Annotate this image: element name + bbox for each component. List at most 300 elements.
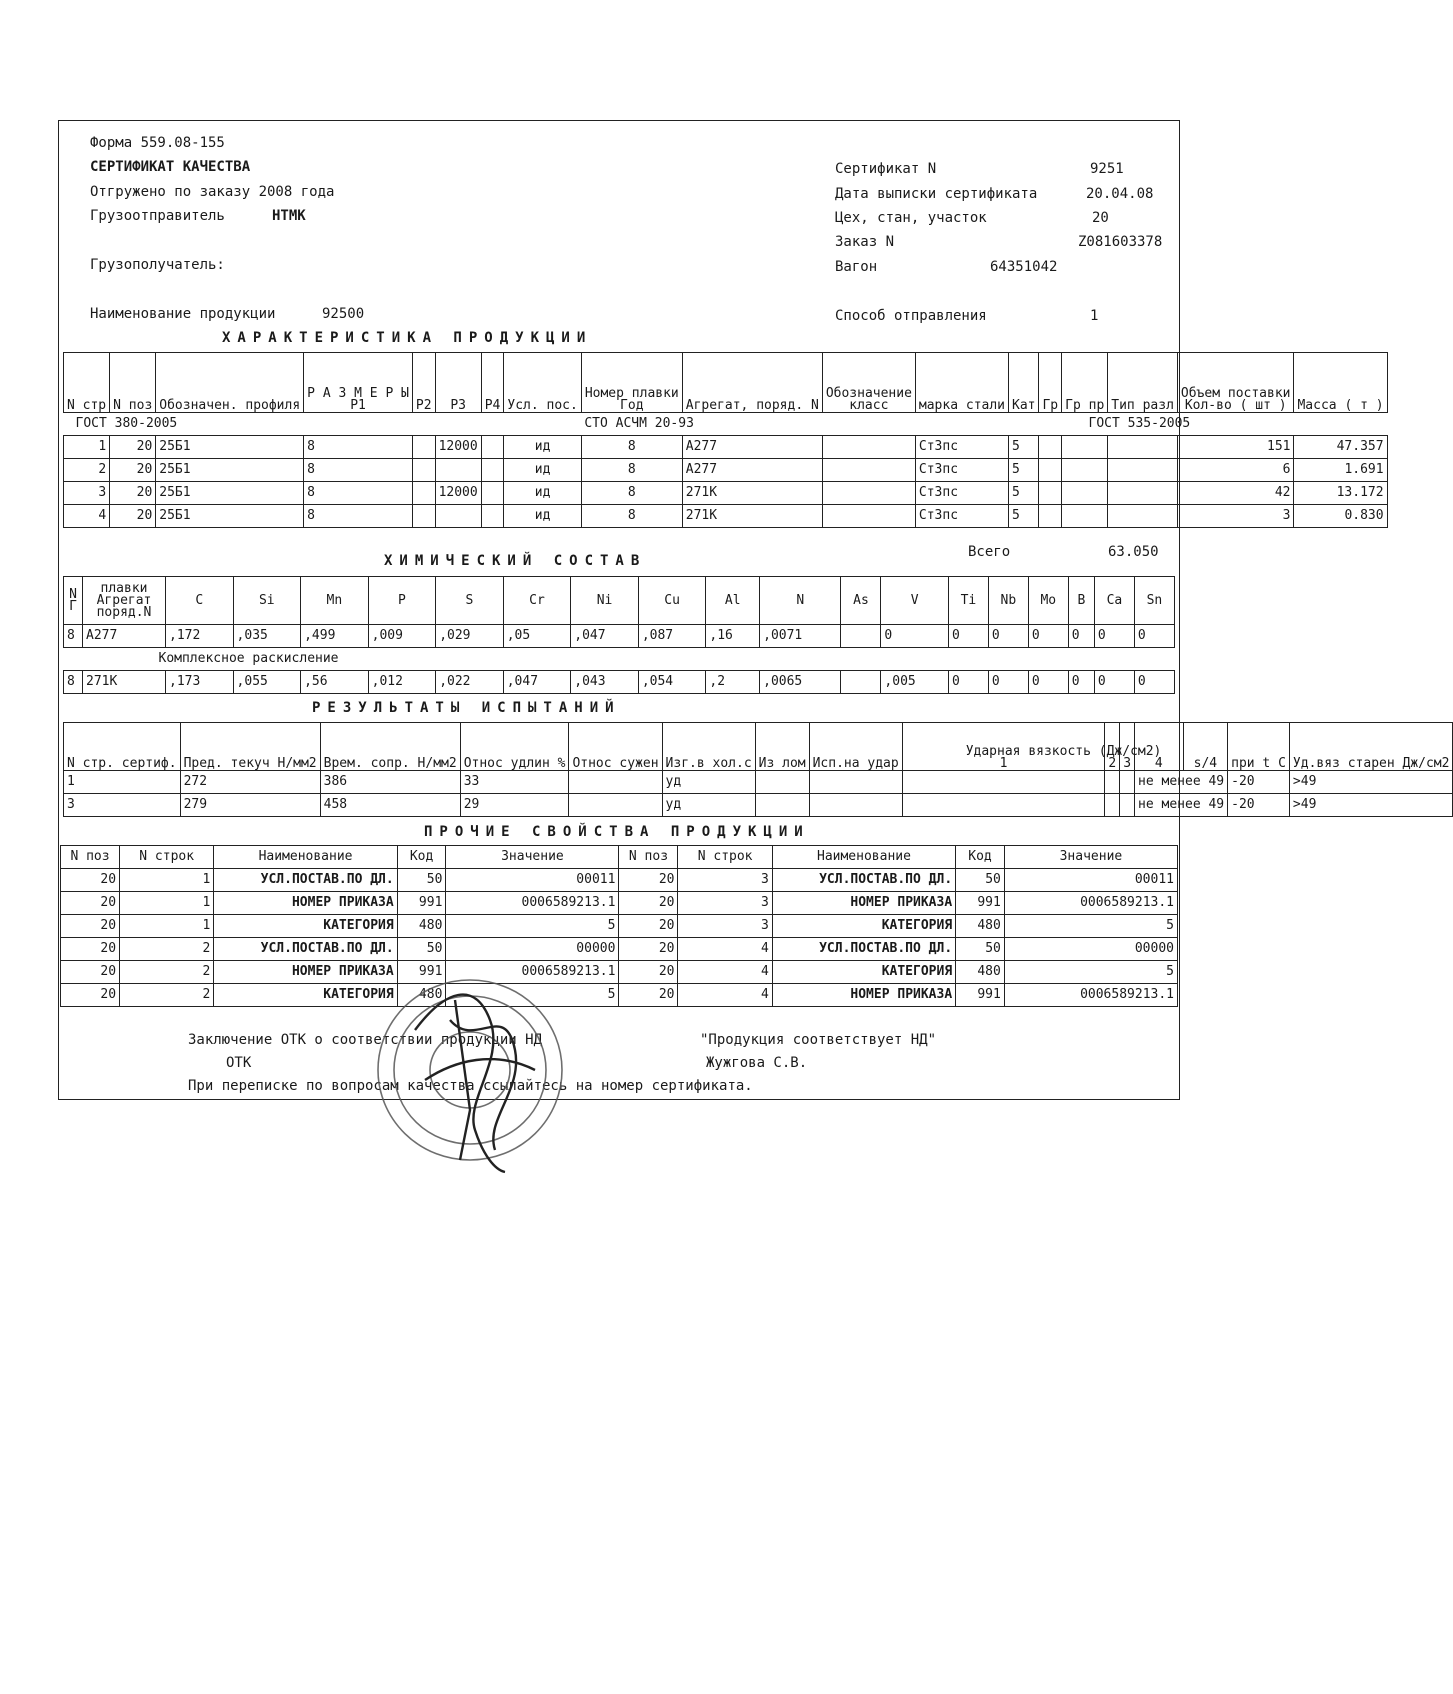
other-cell-pos: 20 [61, 938, 120, 961]
test-cell-elong: 33 [460, 771, 569, 794]
char-cell-n: 2 [64, 459, 110, 482]
chem-value: 0 [948, 625, 988, 648]
otk-seal-stamp [355, 960, 605, 1175]
test-cell-brk [755, 771, 809, 794]
char-cell-p4 [481, 436, 504, 459]
col-n-str: N стр [64, 353, 110, 413]
test-cell-tensile: 386 [320, 771, 460, 794]
characteristics-table [63, 352, 1388, 528]
col-elong: Относ удлин % [460, 723, 569, 771]
char-cell-qty: 3 [1177, 505, 1294, 528]
char-cell-grpr [1062, 436, 1108, 459]
chem-value: ,0071 [760, 625, 841, 648]
other-cell-pos: 20 [619, 915, 678, 938]
chem-g: 8 [64, 671, 83, 694]
year-label: Год [620, 398, 644, 413]
char-cell-mass: 1.691 [1294, 459, 1387, 482]
test-cell-aged: >49 [1289, 794, 1453, 817]
chemistry-note: Комплексное раскисление [64, 648, 1175, 671]
col-tensile: Врем. сопр. Н/мм2 [320, 723, 460, 771]
test-cell-v2 [1105, 794, 1120, 817]
other-cell-name: НОМЕР ПРИКАЗА [214, 892, 397, 915]
chem-col-13: V [881, 577, 949, 625]
test-cell-elong: 29 [460, 794, 569, 817]
chem-value: ,05 [503, 625, 571, 648]
char-cell-cls [822, 459, 915, 482]
char-cell-usl: ид [504, 459, 581, 482]
col-break: Из лом [755, 723, 809, 771]
other-cell-line: 1 [120, 915, 214, 938]
test-cell-v1 [902, 794, 1105, 817]
other-cell-line: 4 [678, 984, 772, 1007]
char-cell-gr [1039, 482, 1062, 505]
char-cell-agg: А277 [682, 436, 822, 459]
char-cell-grpr [1062, 505, 1108, 528]
col-mass: Масса ( т ) [1294, 353, 1387, 413]
shop-value: 20 [1092, 210, 1109, 226]
col-kcu-4: 4 [1135, 723, 1184, 771]
char-cell-qty: 6 [1177, 459, 1294, 482]
designation-caption: Обозначение [825, 386, 912, 401]
char-cell-grpr [1062, 482, 1108, 505]
chem-col-9: Cu [638, 577, 706, 625]
other-cell-code: 480 [397, 984, 446, 1007]
chem-value: ,055 [233, 671, 301, 694]
chem-col-16: Mo [1028, 577, 1068, 625]
other-cell-line: 4 [678, 961, 772, 984]
chem-value: 0 [1028, 625, 1068, 648]
test-cell-t: -20 [1228, 771, 1290, 794]
char-cell-cls [822, 482, 915, 505]
char-cell-profile: 25Б1 [156, 482, 304, 505]
col-aged: Уд.вяз старен Дж/см2 [1289, 723, 1453, 771]
char-cell-tip [1108, 436, 1178, 459]
char-cell-p3: 12000 [435, 482, 481, 505]
other-cell-value: 5 [446, 984, 619, 1007]
char-cell-grade: Ст3пс [915, 505, 1008, 528]
sizes-caption: Р А З М Е Р Ы [307, 386, 409, 401]
chem-col-11: N [760, 577, 841, 625]
char-cell-year: 8 [581, 482, 682, 505]
char-cell-cat: 5 [1009, 482, 1039, 505]
other-cell-pos: 20 [619, 938, 678, 961]
col-cat: Кат [1009, 353, 1039, 413]
char-cell-p1: 8 [304, 482, 413, 505]
other-cell-line: 2 [120, 961, 214, 984]
characteristics-title: ХАРАКТЕРИСТИКА ПРОДУКЦИИ [222, 330, 593, 346]
chem-value: 0 [1134, 625, 1174, 648]
char-cell-gr [1039, 505, 1062, 528]
col-year [581, 353, 682, 413]
char-cell-pos: 20 [110, 482, 156, 505]
char-cell-cat: 5 [1009, 459, 1039, 482]
other-cell-name: УСЛ.ПОСТАВ.ПО ДЛ. [214, 869, 397, 892]
char-cell-p3 [435, 459, 481, 482]
chem-value [841, 625, 881, 648]
std-gost-535: ГОСТ 535-2005 [1088, 416, 1191, 431]
other-col-4: Значение [446, 846, 619, 869]
test-cell-v4: не менее 49 [1135, 794, 1228, 817]
other-cell-line: 3 [678, 915, 772, 938]
chem-value: ,054 [638, 671, 706, 694]
char-cell-p4 [481, 505, 504, 528]
chem-col-5: P [368, 577, 436, 625]
chem-col-14: Ti [948, 577, 988, 625]
char-cell-usl: ид [504, 482, 581, 505]
tests-table [63, 722, 1453, 817]
char-cell-mass: 13.172 [1294, 482, 1387, 505]
other-cell-pos: 20 [619, 892, 678, 915]
char-row [64, 505, 1388, 528]
chem-row [64, 625, 1175, 648]
other-cell-code: 50 [397, 938, 446, 961]
other-cell-name: НОМЕР ПРИКАЗА [772, 892, 955, 915]
ship-method: 1 [1090, 308, 1099, 324]
col-grpr: Гр пр [1062, 353, 1108, 413]
col-kcu-1 [902, 723, 1162, 771]
chem-value: ,012 [368, 671, 436, 694]
char-cell-qty: 151 [1177, 436, 1294, 459]
test-cell-t: -20 [1228, 794, 1290, 817]
melt-caption: Номер плавки [584, 386, 679, 401]
char-cell-year: 8 [581, 436, 682, 459]
other-cell-value: 5 [1004, 915, 1177, 938]
other-cell-name: УСЛ.ПОСТАВ.ПО ДЛ. [214, 938, 397, 961]
col-test-n: N стр. сертиф. [64, 723, 181, 771]
char-cell-p1: 8 [304, 459, 413, 482]
char-cell-profile: 25Б1 [156, 505, 304, 528]
char-cell-p2 [412, 459, 435, 482]
issue-date: 20.04.08 [1086, 186, 1154, 202]
other-cell-value: 0006589213.1 [1004, 984, 1177, 1007]
other-cell-value: 00000 [1004, 938, 1177, 961]
test-cell-tensile: 458 [320, 794, 460, 817]
other-cell-pos: 20 [61, 961, 120, 984]
char-cell-grpr [1062, 459, 1108, 482]
char-cell-p4 [481, 482, 504, 505]
chem-aggregate: 271К [83, 671, 166, 694]
char-cell-tip [1108, 459, 1178, 482]
col-p1 [304, 353, 413, 413]
other-cell-value: 0006589213.1 [1004, 892, 1177, 915]
total-mass: 63.050 [1108, 544, 1159, 560]
other-cell-line: 2 [120, 938, 214, 961]
col-grade: марка стали [915, 353, 1008, 413]
wagon-label: Вагон [835, 259, 878, 275]
test-cell-imp [809, 794, 902, 817]
chem-value: ,029 [436, 625, 504, 648]
certificate-title: СЕРТИФИКАТ КАЧЕСТВА [90, 159, 251, 175]
test-cell-yield: 279 [180, 794, 320, 817]
chem-value: 0 [1094, 625, 1134, 648]
col-n-pos: N поз [110, 353, 156, 413]
test-cell-bend: уд [662, 794, 755, 817]
col-profile: Обозначен. профиля [156, 353, 304, 413]
other-cell-code: 991 [956, 984, 1005, 1007]
other-cell-code: 50 [956, 869, 1005, 892]
other-col-1: N строк [678, 846, 772, 869]
test-cell-bend: уд [662, 771, 755, 794]
char-cell-pos: 20 [110, 505, 156, 528]
other-cell-code: 480 [956, 915, 1005, 938]
chem-aggregate: А277 [83, 625, 166, 648]
cert-number: 9251 [1090, 161, 1124, 177]
p1-label: P1 [350, 398, 366, 413]
chem-col-8: Ni [571, 577, 639, 625]
chem-value: ,172 [166, 625, 234, 648]
chemistry-table [63, 576, 1175, 694]
chem-value: ,022 [436, 671, 504, 694]
test-cell-red [569, 771, 662, 794]
other-cell-line: 2 [120, 984, 214, 1007]
col-p4: P4 [481, 353, 504, 413]
col-p3: P3 [435, 353, 481, 413]
other-cell-name: НОМЕР ПРИКАЗА [772, 984, 955, 1007]
other-title: ПРОЧИЕ СВОЙСТВА ПРОДУКЦИИ [424, 824, 810, 840]
other-cell-line: 4 [678, 938, 772, 961]
col-s4: s/4 [1183, 723, 1228, 771]
impact-caption: Ударная вязкость (Дж/см2) [965, 744, 1162, 759]
volume-caption: Объем поставки [1180, 386, 1291, 401]
other-col-1: N строк [120, 846, 214, 869]
chem-col-15: Nb [988, 577, 1028, 625]
other-cell-line: 3 [678, 892, 772, 915]
char-cell-tip [1108, 505, 1178, 528]
col-reduction: Относ сужен [569, 723, 662, 771]
char-cell-profile: 25Б1 [156, 459, 304, 482]
other-cell-line: 1 [120, 892, 214, 915]
std-gost-380: ГОСТ 380-2005 [75, 416, 178, 431]
test-cell-brk [755, 794, 809, 817]
other-cell-line: 1 [120, 869, 214, 892]
chem-col-12: As [841, 577, 881, 625]
other-cell-pos: 20 [619, 984, 678, 1007]
col-gr: Гр [1039, 353, 1062, 413]
char-cell-cat: 5 [1009, 505, 1039, 528]
test-cell-imp [809, 771, 902, 794]
char-cell-p2 [412, 482, 435, 505]
other-row [61, 869, 1178, 892]
class-label: класс [849, 398, 889, 413]
chem-value: 0 [881, 625, 949, 648]
char-cell-p1: 8 [304, 505, 413, 528]
other-cell-name: КАТЕГОРИЯ [772, 961, 955, 984]
product-label: Наименование продукции [90, 306, 276, 322]
chem-value: 0 [988, 671, 1028, 694]
char-cell-profile: 25Б1 [156, 436, 304, 459]
other-row [61, 915, 1178, 938]
test-cell-n: 3 [64, 794, 181, 817]
shipper-value: НТМК [272, 208, 306, 224]
shipper-label: Грузоотправитель [90, 208, 225, 224]
chem-value: ,047 [503, 671, 571, 694]
char-cell-n: 1 [64, 436, 110, 459]
char-cell-gr [1039, 436, 1062, 459]
char-cell-grade: Ст3пс [915, 482, 1008, 505]
other-col-3: Код [397, 846, 446, 869]
test-cell-aged: >49 [1289, 771, 1453, 794]
chem-value: 0 [988, 625, 1028, 648]
chem-value: ,499 [301, 625, 369, 648]
chem-col-6: S [436, 577, 504, 625]
chem-value: 0 [948, 671, 988, 694]
other-cell-name: УСЛ.ПОСТАВ.ПО ДЛ. [772, 938, 955, 961]
chem-g: 8 [64, 625, 83, 648]
char-cell-cat: 5 [1009, 436, 1039, 459]
form-number: Форма 559.08-155 [90, 135, 225, 151]
col-class [822, 353, 915, 413]
other-cell-value: 0006589213.1 [446, 961, 619, 984]
chem-value: ,2 [706, 671, 760, 694]
wagon-number: 64351042 [990, 259, 1058, 275]
col-impact-test: Исп.на удар [809, 723, 902, 771]
char-cell-cls [822, 505, 915, 528]
otk-conclusion: Заключение ОТК о соответствии продукции НД [188, 1032, 543, 1048]
chem-value: ,009 [368, 625, 436, 648]
test-cell-red [569, 794, 662, 817]
other-row [61, 892, 1178, 915]
other-cell-value: 5 [1004, 961, 1177, 984]
other-cell-name: КАТЕГОРИЯ [772, 915, 955, 938]
col-p2: P2 [412, 353, 435, 413]
char-cell-usl: ид [504, 505, 581, 528]
chem-col-10: Al [706, 577, 760, 625]
test-row [64, 794, 1453, 817]
char-cell-p2 [412, 505, 435, 528]
kcu1-label: 1 [999, 756, 1008, 771]
char-cell-p4 [481, 459, 504, 482]
char-cell-grade: Ст3пс [915, 459, 1008, 482]
other-row [61, 984, 1178, 1007]
char-cell-p2 [412, 436, 435, 459]
other-cell-code: 991 [956, 892, 1005, 915]
other-cell-code: 50 [956, 938, 1005, 961]
cert-number-label: Сертификат N [835, 161, 937, 177]
col-usl: Усл. пос. [504, 353, 581, 413]
other-cell-value: 5 [446, 915, 619, 938]
other-cell-name: КАТЕГОРИЯ [214, 984, 397, 1007]
chem-value: ,0065 [760, 671, 841, 694]
other-col-4: Значение [1004, 846, 1177, 869]
other-cell-value: 00000 [446, 938, 619, 961]
char-cell-gr [1039, 459, 1062, 482]
chem-col-4: Mn [301, 577, 369, 625]
col-yield: Пред. текуч Н/мм2 [180, 723, 320, 771]
product-code: 92500 [322, 306, 365, 322]
chem-value [841, 671, 881, 694]
qty-label: Кол-во ( шт ) [1184, 398, 1287, 413]
chem-col-17: B [1068, 577, 1094, 625]
col-temp: при t C [1228, 723, 1290, 771]
char-cell-year: 8 [581, 459, 682, 482]
inspector-name: Жужгова С.В. [706, 1055, 808, 1071]
std-sto-asm: СТО АСЧМ 20-93 [584, 416, 694, 431]
other-cell-name: УСЛ.ПОСТАВ.ПО ДЛ. [772, 869, 955, 892]
other-cell-value: 0006589213.1 [446, 892, 619, 915]
ship-method-label: Способ отправления [835, 308, 987, 324]
char-cell-n: 4 [64, 505, 110, 528]
chem-col-7: Cr [503, 577, 571, 625]
char-cell-tip [1108, 482, 1178, 505]
other-cell-pos: 20 [61, 869, 120, 892]
test-cell-v3 [1120, 771, 1135, 794]
correspondence-note: При переписке по вопросам качества ссылайтесь на номер сертификата. [188, 1078, 753, 1094]
shop-label: Цех, стан, участок [835, 210, 987, 226]
chem-value: ,173 [166, 671, 234, 694]
other-cell-pos: 20 [619, 961, 678, 984]
chemistry-title: ХИМИЧЕСКИЙ СОСТАВ [384, 553, 647, 569]
other-cell-code: 480 [397, 915, 446, 938]
col-kcu-2: 2 [1105, 723, 1120, 771]
char-cell-cls [822, 436, 915, 459]
chem-col-2: C [166, 577, 234, 625]
chem-value: ,043 [571, 671, 639, 694]
char-cell-usl: ид [504, 436, 581, 459]
char-cell-grade: Ст3пс [915, 436, 1008, 459]
chem-value: ,035 [233, 625, 301, 648]
order-label: Заказ N [835, 234, 895, 250]
char-cell-n: 3 [64, 482, 110, 505]
char-row [64, 482, 1388, 505]
chem-row [64, 671, 1175, 694]
chem-value: 0 [1094, 671, 1134, 694]
other-cell-code: 991 [397, 892, 446, 915]
chem-value: ,16 [706, 625, 760, 648]
char-cell-agg: 271К [682, 482, 822, 505]
other-cell-pos: 20 [61, 915, 120, 938]
col-aggregate: Агрегат, поряд. N [682, 353, 822, 413]
test-cell-n: 1 [64, 771, 181, 794]
char-cell-p3 [435, 505, 481, 528]
other-cell-value: 00011 [1004, 869, 1177, 892]
chem-col-0: N Г [64, 577, 83, 625]
test-row [64, 771, 1453, 794]
chem-col-3: Si [233, 577, 301, 625]
chem-value: ,56 [301, 671, 369, 694]
other-row [61, 938, 1178, 961]
order-number: Z081603378 [1078, 234, 1163, 250]
issue-date-label: Дата выписки сертификата [835, 186, 1038, 202]
other-cell-code: 991 [397, 961, 446, 984]
other-row [61, 961, 1178, 984]
tests-title: РЕЗУЛЬТАТЫ ИСПЫТАНИЙ [312, 700, 621, 716]
col-kcu-3: 3 [1120, 723, 1135, 771]
char-cell-pos: 20 [110, 436, 156, 459]
chem-value: ,047 [571, 625, 639, 648]
other-cell-pos: 20 [619, 869, 678, 892]
otk-label: ОТК [226, 1055, 252, 1071]
test-cell-v1 [902, 771, 1105, 794]
other-col-2: Наименование [772, 846, 955, 869]
other-properties-table [60, 845, 1178, 1007]
other-cell-line: 3 [678, 869, 772, 892]
other-col-0: N поз [619, 846, 678, 869]
char-cell-mass: 47.357 [1294, 436, 1387, 459]
chem-value: 0 [1134, 671, 1174, 694]
char-cell-mass: 0.830 [1294, 505, 1387, 528]
other-cell-code: 480 [956, 961, 1005, 984]
total-label: Всего [968, 544, 1011, 560]
test-cell-v3 [1120, 794, 1135, 817]
chem-col-1: плавки Агрегат поряд.N [83, 577, 166, 625]
other-cell-code: 50 [397, 869, 446, 892]
chem-value: 0 [1068, 625, 1094, 648]
other-col-0: N поз [61, 846, 120, 869]
test-cell-v2 [1105, 771, 1120, 794]
otk-verdict: "Продукция соответствует НД" [700, 1032, 937, 1048]
other-cell-name: НОМЕР ПРИКАЗА [214, 961, 397, 984]
other-col-3: Код [956, 846, 1005, 869]
